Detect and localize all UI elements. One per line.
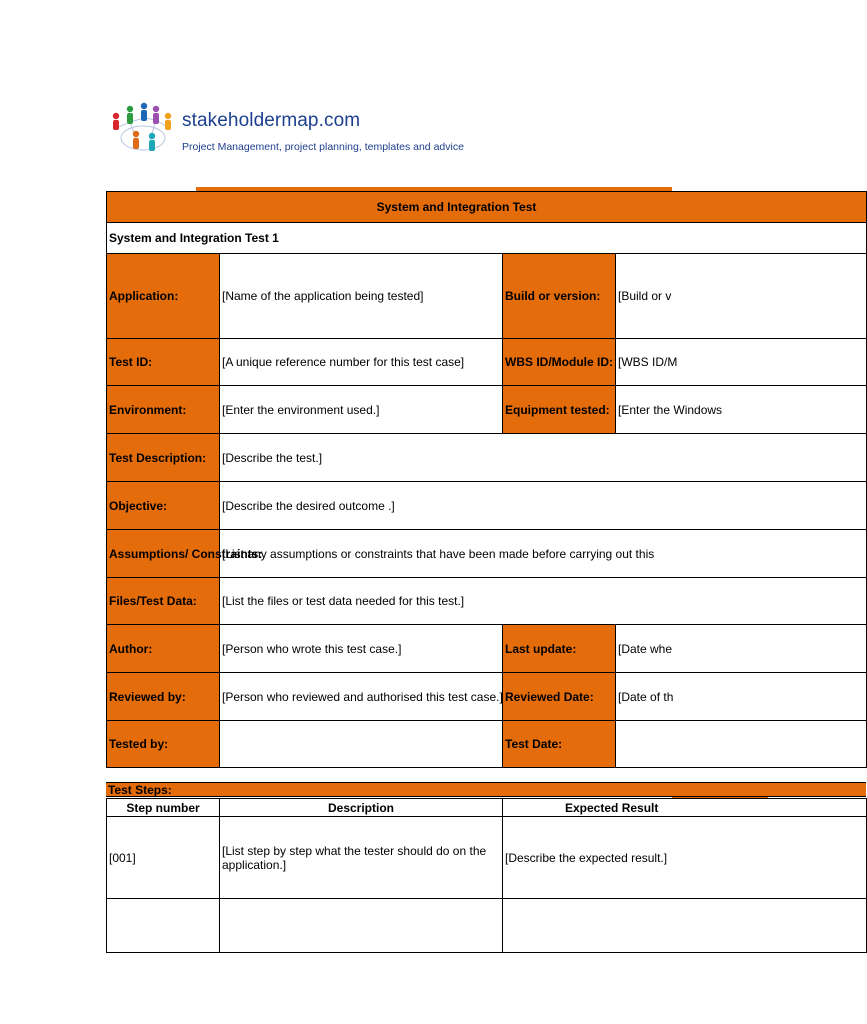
table-row	[107, 817, 867, 899]
reviewed-date-value[interactable]: [Date of th	[616, 673, 867, 721]
environment-value[interactable]: [Enter the environment used.]	[220, 386, 503, 434]
test-date-value[interactable]	[616, 721, 867, 768]
wbs-value[interactable]: [WBS ID/M	[616, 339, 867, 386]
files-value[interactable]: [List the files or test data needed for this test.]	[220, 578, 867, 625]
reviewed-by-value[interactable]: [Person who reviewed and authorised this test case.]	[220, 673, 503, 721]
test-description-label: Test Description:	[107, 434, 220, 482]
document-title: System and Integration Test	[107, 192, 867, 223]
objective-value[interactable]: [Describe the desired outcome .]	[220, 482, 867, 530]
last-update-value[interactable]: [Date whe	[616, 625, 867, 673]
last-update-label: Last update:	[503, 625, 616, 673]
step-expected-cell[interactable]	[503, 899, 867, 953]
site-name[interactable]: stakeholdermap.com	[182, 110, 361, 131]
column-header-description: Description	[220, 799, 503, 817]
author-label: Author:	[107, 625, 220, 673]
test-id-value[interactable]: [A unique reference number for this test case]	[220, 339, 503, 386]
equipment-label: Equipment tested:	[503, 386, 616, 434]
stakeholder-map-logo-icon	[108, 100, 178, 156]
column-header-step-number: Step number	[107, 799, 220, 817]
step-number-cell[interactable]: [001]	[107, 817, 220, 899]
application-label: Application:	[107, 254, 220, 339]
application-value[interactable]: [Name of the application being tested]	[220, 254, 503, 339]
table-row	[107, 899, 867, 953]
document-subtitle: System and Integration Test 1	[107, 223, 867, 254]
assumptions-value[interactable]: [List any assumptions or constraints that have been made before carrying out this	[220, 530, 867, 578]
reviewed-by-label: Reviewed by:	[107, 673, 220, 721]
environment-label: Environment:	[107, 386, 220, 434]
site-tagline: Project Management, project planning, templates and advice	[182, 141, 464, 153]
test-steps-table	[106, 798, 867, 953]
wbs-label: WBS ID/Module ID:	[503, 339, 616, 386]
column-header-expected-result: Expected Result	[503, 799, 867, 817]
step-description-cell[interactable]	[220, 899, 503, 953]
reviewed-date-label: Reviewed Date:	[503, 673, 616, 721]
site-header	[108, 100, 468, 158]
test-description-value[interactable]: [Describe the test.]	[220, 434, 867, 482]
author-value[interactable]: [Person who wrote this test case.]	[220, 625, 503, 673]
equipment-value[interactable]: [Enter the Windows	[616, 386, 867, 434]
files-label: Files/Test Data:	[107, 578, 220, 625]
test-date-label: Test Date:	[503, 721, 616, 768]
test-id-label: Test ID:	[107, 339, 220, 386]
tested-by-label: Tested by:	[107, 721, 220, 768]
test-steps-header: Test Steps:	[106, 782, 866, 797]
test-case-sheet	[106, 191, 723, 954]
build-value[interactable]: [Build or v	[616, 254, 867, 339]
build-label: Build or version:	[503, 254, 616, 339]
tested-by-value[interactable]	[220, 721, 503, 768]
step-description-cell[interactable]: [List step by step what the tester should do on the application.]	[220, 817, 503, 899]
step-expected-cell[interactable]: [Describe the expected result.]	[503, 817, 867, 899]
objective-label: Objective:	[107, 482, 220, 530]
assumptions-label: Assumptions/ Constraints:	[107, 530, 220, 578]
step-number-cell[interactable]	[107, 899, 220, 953]
test-case-form	[106, 191, 867, 768]
